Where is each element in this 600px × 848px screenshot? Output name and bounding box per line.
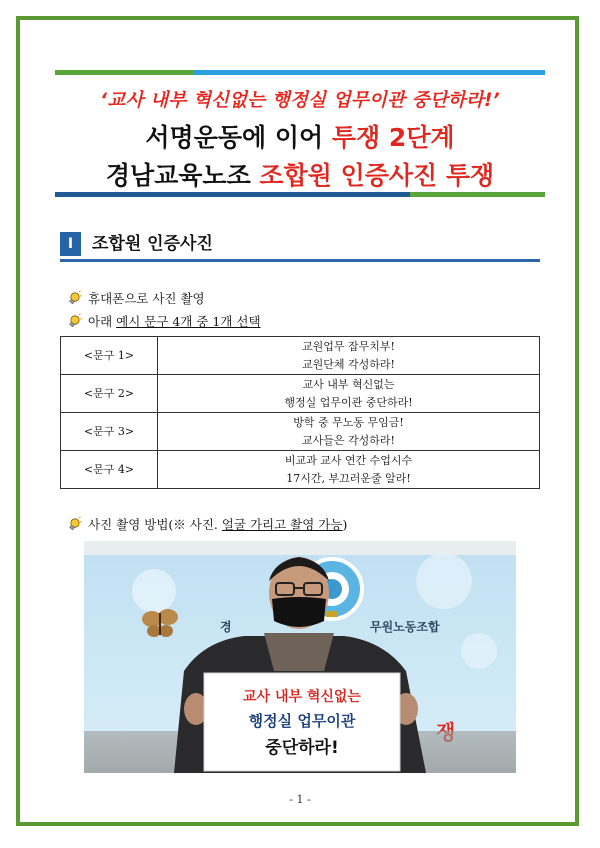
table-row: [61, 375, 540, 413]
example-photo: [84, 541, 516, 773]
bullet-3-suffix: ): [342, 517, 348, 532]
phrase-line: 교원단체 각성하라!: [302, 357, 395, 371]
bullet-3-prefix: 사진 촬영 방법(※ 사진.: [88, 517, 222, 532]
phrase-line: 교사들은 각성하라!: [302, 433, 395, 447]
phrase-line: 17시간, 부끄러운줄 알라!: [286, 471, 411, 485]
phrase-line: 교사 내부 혁신없는: [302, 377, 395, 391]
bottom-rule-blue: [55, 192, 410, 197]
headline-line-1: [0, 118, 600, 154]
butterfly-icon: [142, 609, 178, 637]
lightbulb-icon: [66, 516, 82, 532]
lightbulb-icon: [66, 313, 82, 329]
phrase-label: <문구 2>: [61, 375, 158, 413]
bullet-item-2: [66, 312, 261, 330]
banner-text-left: 경: [220, 620, 232, 634]
bullet-item-3: [66, 515, 347, 533]
phrase-label: <문구 3>: [61, 413, 158, 451]
headline-2-highlight: 조합원 인증사진 투쟁: [259, 161, 495, 190]
bullet-item-1: [66, 289, 205, 307]
bottom-rule-green: [410, 192, 545, 197]
phrase-text: [158, 451, 540, 489]
headline-1-highlight: 투쟁 2단계: [331, 123, 455, 152]
lightbulb-icon: [66, 290, 82, 306]
section-title: 조합원 인증사진: [92, 234, 213, 254]
table-row: [61, 413, 540, 451]
page-number: - 1 -: [289, 793, 311, 806]
phrase-line: 행정실 업무이관 중단하라!: [284, 395, 413, 409]
ceiling: [84, 541, 516, 555]
section-heading: [60, 230, 540, 260]
bullet-3-text: [88, 515, 347, 533]
phrase-text: [158, 337, 540, 375]
sign-line-1: 교사 내부 혁신없는: [243, 689, 361, 705]
sign-line-2: 행정실 업무이관: [248, 712, 356, 730]
phrase-line: 방학 중 무노동 무임금!: [293, 415, 404, 429]
bullet-1-text: 휴대폰으로 사진 촬영: [88, 291, 205, 306]
headline-line-2: [0, 156, 600, 192]
top-rule-green: [55, 70, 193, 75]
phrase-text: [158, 413, 540, 451]
face-mask: [272, 597, 326, 627]
banner-text-right: 무원노동조합: [370, 620, 440, 634]
phrase-line: 교원업무 잡무치부!: [302, 339, 395, 353]
section-underline: [60, 259, 540, 262]
phrase-line: 비교과 교사 연간 수업시수: [284, 453, 413, 467]
bullet-2-underlined: 예시 문구 4개 중 1개 선택: [116, 314, 261, 329]
headline-1-text: 서명운동에 이어: [145, 123, 332, 152]
phrase-table: [60, 336, 540, 489]
slogan: ‘교사 내부 혁신없는 행정실 업무이관 중단하라!’: [100, 90, 500, 111]
table-row: [61, 451, 540, 489]
top-rule-blue: [193, 70, 545, 75]
protest-photo-illustration: [84, 541, 516, 773]
phrase-text: [158, 375, 540, 413]
phrase-label: <문구 1>: [61, 337, 158, 375]
headline-2-text: 경남교육노조: [105, 161, 260, 190]
table-row: [61, 337, 540, 375]
section-number: Ⅰ: [60, 232, 81, 256]
phrase-label: <문구 4>: [61, 451, 158, 489]
scarf: [264, 633, 334, 671]
bullet-2-text: [88, 312, 261, 330]
bullet-2-prefix: 아래: [88, 314, 117, 329]
sign-line-3: 중단하라!: [265, 738, 339, 758]
bullet-3-underlined: 얼굴 가리고 촬영 가능: [221, 517, 343, 532]
protest-sign: [204, 673, 400, 771]
